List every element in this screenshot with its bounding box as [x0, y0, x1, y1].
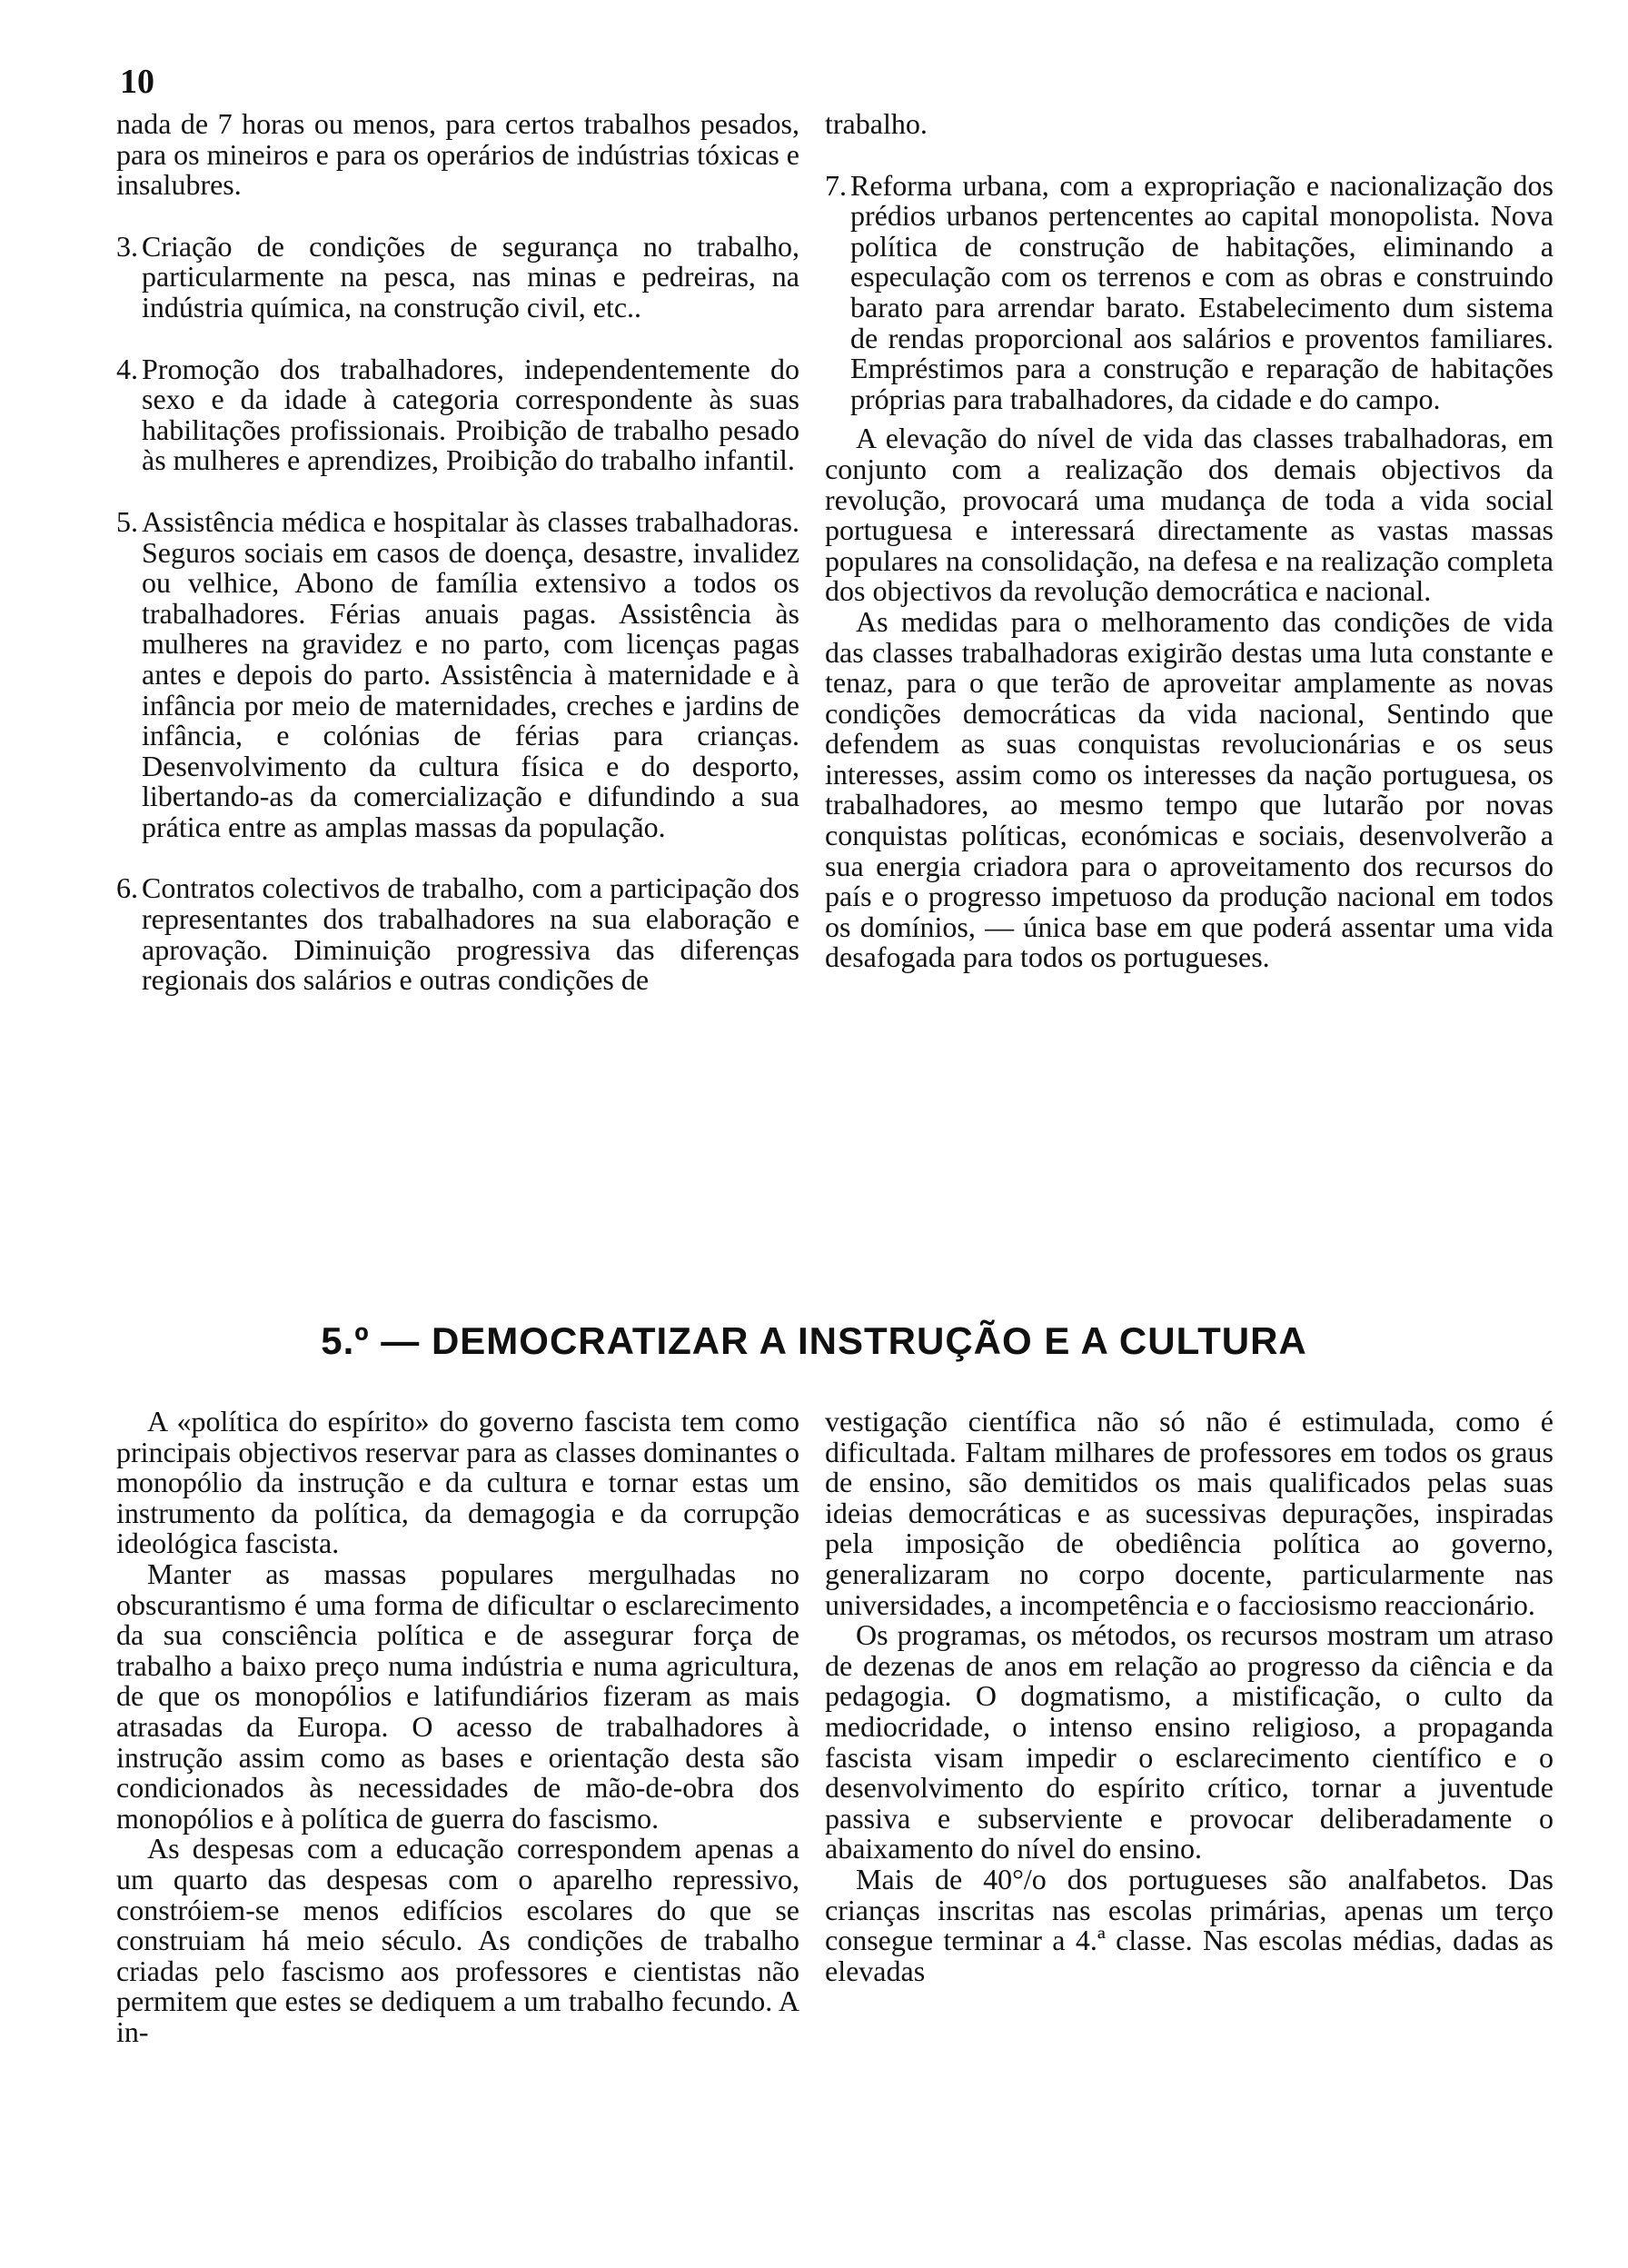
body-paragraph: A elevação do nível de vida das classes trabalhadoras, em conjunto com a realização dos demais objectivos da revolução, provocará uma mudança de toda a vida social portuguesa e interessará directamente as vastas massas populares na consolidação, na defesa e na realização completa dos objectivos da revolução democrática e nacional.: [825, 422, 1554, 608]
list-number: 4.: [116, 352, 138, 385]
list-item-5: [116, 504, 799, 843]
body-paragraph: Manter as massas populares mergulhadas no obscurantismo é uma forma de dificultar o esclarecimento da sua consciência política e de assegurar força de trabalho a baixo preço numa indústria e numa agricultura, de que os monopólios e latifundiários fizeram as mais atrasadas da Europa. O acesso de trabalhadores à instrução assim como as bases e orientação desta são condicionados às necessidades de mão-de-obra dos monopólios e à política de guerra do fascismo.: [116, 1557, 799, 1835]
list-text: Promoção dos trabalhadores, independentemente do sexo e da idade à categoria correspondente às suas habilitações profissionais. Proibição de trabalho pesado às mulheres e aprendizes, Proibição do trabalho infantil.: [142, 352, 799, 477]
list-number: 6.: [116, 871, 138, 905]
list-text: Contratos colectivos de trabalho, com a participação dos representantes dos trabalhadores na sua elaboração e aprovação. Diminuição progressiva das diferenças regionais dos salários e outras condições de: [142, 871, 799, 997]
continuation-text: trabalho.: [825, 107, 928, 140]
list-item-6: [116, 873, 799, 995]
list-item-4: [116, 354, 799, 476]
body-paragraph: Mais de 40°/o dos portugueses são analfabetos. Das crianças inscritas nas escolas primárias, apenas um terço consegue terminar a 4.ª classe. Nas escolas médias, dadas as elevadas: [825, 1862, 1554, 1987]
list-item-3: [116, 229, 799, 323]
body-paragraph: As medidas para o melhoramento das condições de vida das classes trabalhadoras exigirão destas uma luta constante e tenaz, para o que terão de aproveitar amplamente as novas condições democráticas da vida nacional, Sentindo que defendem as suas conquistas revolucionárias e os seus interesses, assim como os interesses da nação portuguesa, os trabalhadores, ao mesmo tempo que lutarão por novas conquistas políticas, económicas e sociais, desenvolverão a sua energia criadora para o aproveitamento dos recursos do país e o progresso impetuoso da produção nacional em todos os domínios, — única base em que poderá assentar uma vida desafogada para todos os portugueses.: [825, 604, 1554, 974]
bottom-left-column: [116, 1407, 799, 2047]
list-text: Reforma urbana, com a expropriação e nacionalização dos prédios urbanos pertencentes ao capital monopolista. Nova política de construção de habitações, eliminando a especulação com os terrenos e com as obras e construindo barato para arrendar barato. Estabelecimento dum sistema de rendas proporcional aos salários e proventos familiares. Empréstimos para a construção e reparação de habitações próprias para trabalhadores, da cidade e do campo.: [850, 168, 1554, 415]
top-right-column: [825, 109, 1554, 973]
intro-paragraph: nada de 7 horas ou menos, para certos trabalhos pesados, para os mineiros e para os operários de indústrias tóxicas e insalubres.: [116, 107, 799, 202]
top-left-column: [116, 109, 799, 996]
body-paragraph: A «política do espírito» do governo fascista tem como principais objectivos reservar para as classes dominantes o monopólio da instrução e da cultura e tornar estas um instrumento da política, da demagogia e da corrupção ideológica fascista.: [116, 1405, 799, 1560]
bottom-right-column: [825, 1407, 1554, 1986]
list-number: 7.: [825, 168, 847, 202]
list-number: 3.: [116, 229, 138, 263]
list-text: Criação de condições de segurança no trabalho, particularmente na pesca, nas minas e pedreiras, na indústria química, na construção civil, etc..: [142, 229, 799, 323]
list-text: Assistência médica e hospitalar às classes trabalhadoras. Seguros sociais em casos de doença, desastre, invalidez ou velhice, Abono de família extensivo a todos os trabalhadores. Férias anuais pagas. Assistência às mulheres na gravidez e no parto, com licenças pagas antes e depois do parto. Assistência à maternidade e à infância por meio de maternidades, creches e jardins de infância, e colónias de férias para crianças. Desenvolvimento da cultura física e do desporto, libertando-as da comercialização e difundindo a sua prática entre as amplas massas da população.: [142, 504, 799, 843]
body-paragraph: Os programas, os métodos, os recursos mostram um atraso de dezenas de anos em relação ao progresso da ciência e da pedagogia. O dogmatismo, a mistificação, o culto da mediocridade, o intenso ensino religioso, a propaganda fascista visam impedir o esclarecimento científico e o desenvolvimento do espírito crítico, tornar a juventude passiva e subserviente e provocar deliberadamente o abaixamento do nível do ensino.: [825, 1618, 1554, 1865]
section-heading: 5.º — DEMOCRATIZAR A INSTRUÇÃO E A CULTURA: [321, 1319, 1307, 1362]
list-item-7: [825, 168, 1554, 415]
body-paragraph: As despesas com a educação correspondem apenas a um quarto das despesas com o aparelho repressivo, constróiem-se menos edifícios escolares do que se construiam há meio século. As condições de trabalho criadas pelo fascismo aos professores e cientistas não permitem que estes se dediquem a um trabalho fecundo. A in-: [116, 1832, 799, 2048]
list-number: 5.: [116, 504, 138, 538]
body-paragraph: vestigação científica não só não é estimulada, como é dificultada. Faltam milhares de professores em todos os graus de ensino, são demitidos os mais qualificados pelas suas ideias democráticas e as sucessivas depurações, inspiradas pela imposição de obediência política ao governo, generalizaram no corpo docente, particularmente nas universidades, a incompetência e o facciosismo reaccionário.: [825, 1405, 1554, 1621]
page-number: 10: [120, 63, 154, 101]
